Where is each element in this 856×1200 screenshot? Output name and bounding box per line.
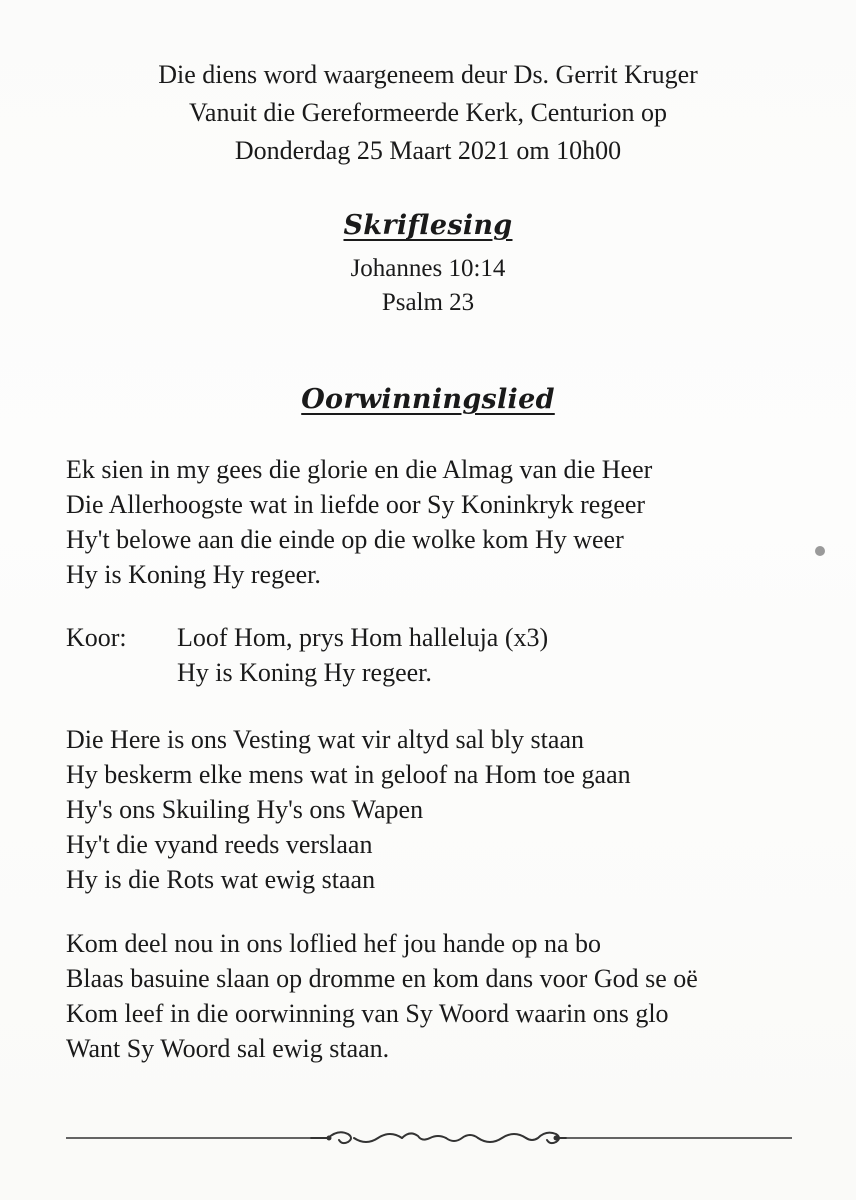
- verse-2: [66, 722, 631, 897]
- verse-line: Kom deel nou in ons loflied hef jou hande op na bo: [66, 929, 602, 958]
- verse-line: Hy beskerm elke mens wat in geloof na Hom toe gaan: [66, 760, 631, 789]
- flourish-dot: [327, 1136, 332, 1141]
- chorus-line: Hy is Koning Hy regeer.: [177, 658, 432, 687]
- chorus-indent: [66, 655, 177, 690]
- verse-line: Hy is die Rots wat ewig staan: [66, 865, 376, 894]
- chorus-line: Loof Hom, prys Hom halleluja (x3): [177, 623, 549, 652]
- reading-item: Johannes 10:14: [350, 255, 506, 282]
- verse-line: Die Here is ons Vesting wat vir altyd sal bly staan: [66, 725, 584, 754]
- verse-line: Hy's ons Skuiling Hy's ons Wapen: [66, 795, 424, 824]
- flourish-icon: [311, 1132, 566, 1143]
- verse-3: [66, 926, 698, 1066]
- skriflesing-heading: Skriflesing: [343, 210, 513, 241]
- verse-line: Hy't die vyand reeds verslaan: [66, 830, 373, 859]
- reading-item: Psalm 23: [381, 289, 475, 316]
- ornamental-divider: [66, 1120, 792, 1160]
- verse-line: Die Allerhoogste wat in liefde oor Sy Koninkryk regeer: [66, 490, 646, 519]
- verse-line: Blaas basuine slaan op dromme en kom dans voor God se oë: [66, 964, 698, 993]
- verse-1: [66, 452, 652, 592]
- verse-line: Ek sien in my gees die glorie en die Almag van die Heer: [66, 455, 653, 484]
- verse-line: Kom leef in die oorwinning van Sy Woord waarin ons glo: [66, 999, 669, 1028]
- chorus: [66, 620, 548, 690]
- scripture-readings: [0, 252, 856, 320]
- chorus-label: Koor:: [66, 623, 127, 652]
- service-info: [0, 56, 856, 170]
- intro-line-minister: Die diens word waargeneem deur Ds. Gerrit Kruger: [158, 60, 698, 89]
- song-title: Oorwinningslied: [301, 384, 555, 415]
- intro-line-date: Donderdag 25 Maart 2021 om 10h00: [234, 136, 622, 165]
- flourish-dot: [554, 1136, 559, 1141]
- verse-line: Hy't belowe aan die einde op die wolke kom Hy weer: [66, 525, 624, 554]
- verse-line: Want Sy Woord sal ewig staan.: [66, 1034, 390, 1063]
- verse-line: Hy is Koning Hy regeer.: [66, 560, 321, 589]
- intro-line-church: Vanuit die Gereformeerde Kerk, Centurion op: [189, 98, 667, 127]
- punch-hole-mark: [815, 546, 825, 556]
